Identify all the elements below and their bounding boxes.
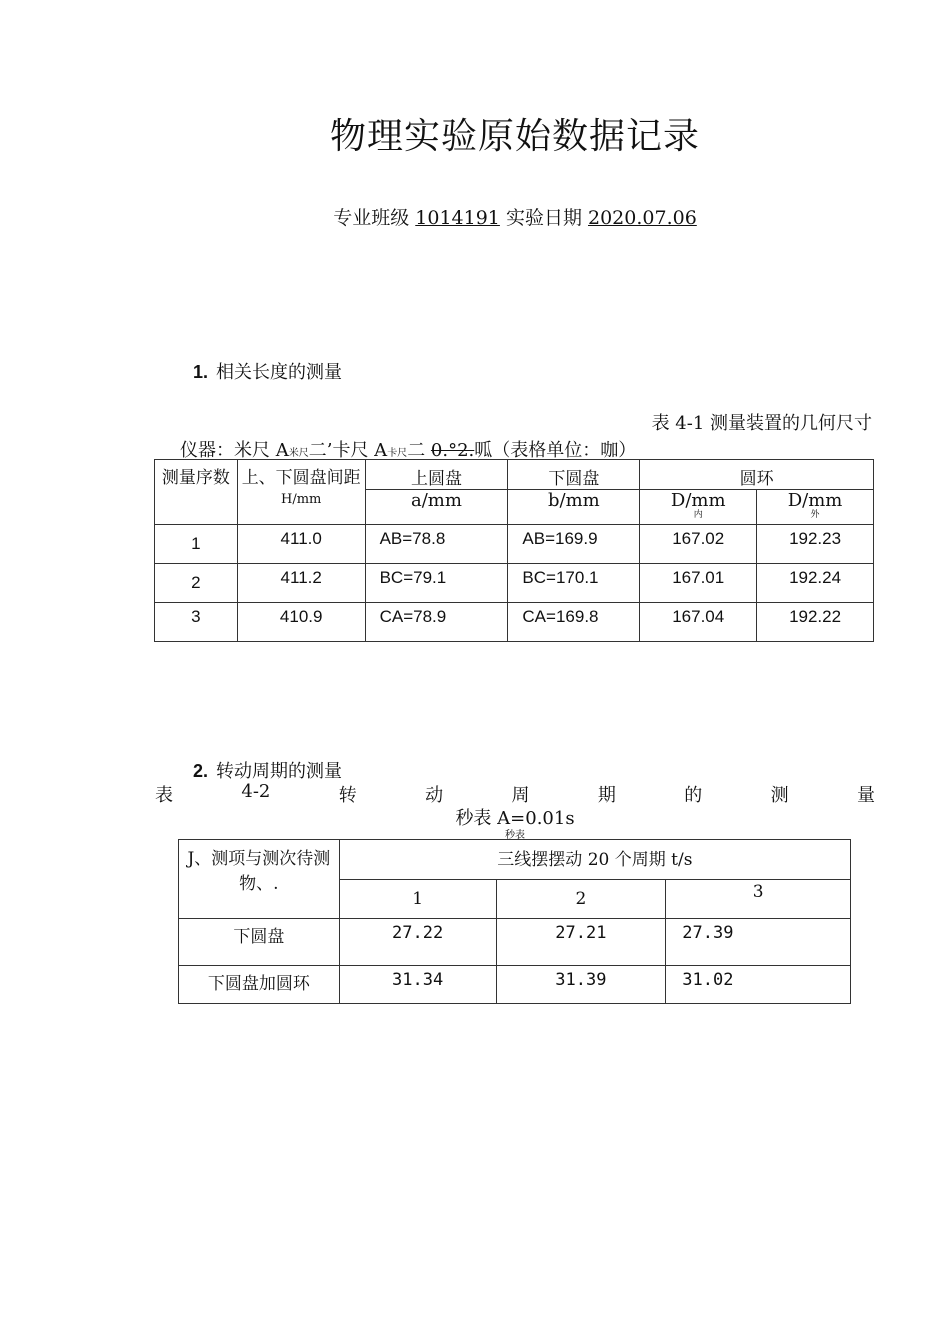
table-row bbox=[155, 603, 874, 642]
header-lower-disk: 下圆盘 bbox=[508, 460, 640, 490]
caption-part: 周 bbox=[511, 785, 530, 806]
cell-value: 27.39 bbox=[666, 919, 851, 966]
section2-heading bbox=[193, 757, 342, 783]
header-distance: 上、下圆盘间距 H/mm bbox=[237, 460, 365, 525]
table1-caption: 表 4-1 测量装置的几何尺寸 bbox=[651, 413, 872, 434]
table-geometry bbox=[154, 459, 874, 642]
cell-value: 31.02 bbox=[666, 966, 851, 1004]
row-label: 下圆盘 bbox=[179, 919, 340, 966]
instrument-strike: 0.°2. bbox=[430, 440, 475, 461]
header-corner: J、测项与测次待测物、. bbox=[179, 840, 340, 919]
cell-a: AB=78.8 bbox=[365, 525, 508, 564]
cell-d-inner: 167.01 bbox=[640, 564, 757, 603]
cell-seq: 3 bbox=[155, 603, 238, 642]
header-a: a/mm bbox=[365, 490, 508, 525]
cell-d-inner: 167.04 bbox=[640, 603, 757, 642]
header-d-outer: D/mm 外 bbox=[757, 490, 874, 525]
class-value: 1014191 bbox=[415, 207, 500, 229]
header-upper-disk: 上圆盘 bbox=[365, 460, 508, 490]
caption-part: 测 bbox=[770, 785, 789, 806]
instrument-mid2: 二 bbox=[407, 440, 426, 461]
cell-value: 27.22 bbox=[339, 919, 496, 966]
cell-distance: 411.2 bbox=[237, 564, 365, 603]
caption-part: 期 bbox=[597, 785, 616, 806]
cell-a: BC=79.1 bbox=[365, 564, 508, 603]
cell-value: 31.34 bbox=[339, 966, 496, 1004]
cell-distance: 411.0 bbox=[237, 525, 365, 564]
page-title: 物理实验原始数据记录 bbox=[329, 116, 700, 157]
stopwatch-subscript: 秒表 bbox=[505, 830, 525, 841]
date-label: 实验日期 bbox=[505, 207, 582, 229]
table-period bbox=[178, 839, 851, 1004]
instrument-sub2: 卡尺 bbox=[387, 448, 408, 459]
caption-part: 动 bbox=[425, 785, 444, 806]
header-col-1: 1 bbox=[339, 880, 496, 919]
header-b: b/mm bbox=[508, 490, 640, 525]
stopwatch-precision: 秒表 A=0.01s bbox=[455, 808, 575, 829]
meta-line bbox=[0, 203, 950, 230]
section1-title: 相关长度的测量 bbox=[216, 362, 343, 383]
cell-d-outer: 192.23 bbox=[757, 525, 874, 564]
cell-b: CA=169.8 bbox=[508, 603, 640, 642]
instrument-prefix: 仪器：米尺 A bbox=[180, 440, 289, 461]
header-ring: 圆环 bbox=[640, 460, 874, 490]
section1-heading bbox=[193, 358, 342, 384]
caption-part: 转 bbox=[338, 785, 357, 806]
cell-d-outer: 192.22 bbox=[757, 603, 874, 642]
table-row bbox=[155, 525, 874, 564]
cell-seq: 1 bbox=[155, 525, 238, 564]
caption-part: 量 bbox=[857, 785, 875, 806]
table-row bbox=[155, 564, 874, 603]
cell-value: 27.21 bbox=[496, 919, 666, 966]
cell-b: BC=170.1 bbox=[508, 564, 640, 603]
table-row bbox=[179, 966, 851, 1004]
header-span: 三线摆摆动 20 个周期 t/s bbox=[339, 840, 850, 880]
cell-seq: 2 bbox=[155, 564, 238, 603]
cell-a: CA=78.9 bbox=[365, 603, 508, 642]
date-value: 2020.07.06 bbox=[588, 207, 697, 229]
caption-part: 的 bbox=[684, 785, 703, 806]
class-label: 专业班级 bbox=[333, 207, 410, 229]
cell-value: 31.39 bbox=[496, 966, 666, 1004]
table-row bbox=[179, 919, 851, 966]
cell-d-inner: 167.02 bbox=[640, 525, 757, 564]
header-col-3: 3 bbox=[666, 880, 851, 919]
instrument-mid1: 二’卡尺 A bbox=[308, 440, 388, 461]
instrument-suffix: 呱（表格单位：咖） bbox=[474, 440, 637, 461]
section1-number: 1. bbox=[193, 362, 209, 382]
header-col-2: 2 bbox=[496, 880, 666, 919]
caption-part: 4-2 bbox=[241, 781, 271, 802]
section2-number: 2. bbox=[193, 761, 209, 781]
header-seq: 测量序数 bbox=[155, 460, 238, 525]
header-d-inner: D/mm 内 bbox=[640, 490, 757, 525]
section2-title: 转动周期的测量 bbox=[216, 761, 343, 782]
cell-b: AB=169.9 bbox=[508, 525, 640, 564]
cell-distance: 410.9 bbox=[237, 603, 365, 642]
instrument-sub1: 米尺 bbox=[288, 448, 309, 459]
row-label: 下圆盘加圆环 bbox=[179, 966, 340, 1004]
cell-d-outer: 192.24 bbox=[757, 564, 874, 603]
caption-part: 表 bbox=[155, 785, 173, 806]
